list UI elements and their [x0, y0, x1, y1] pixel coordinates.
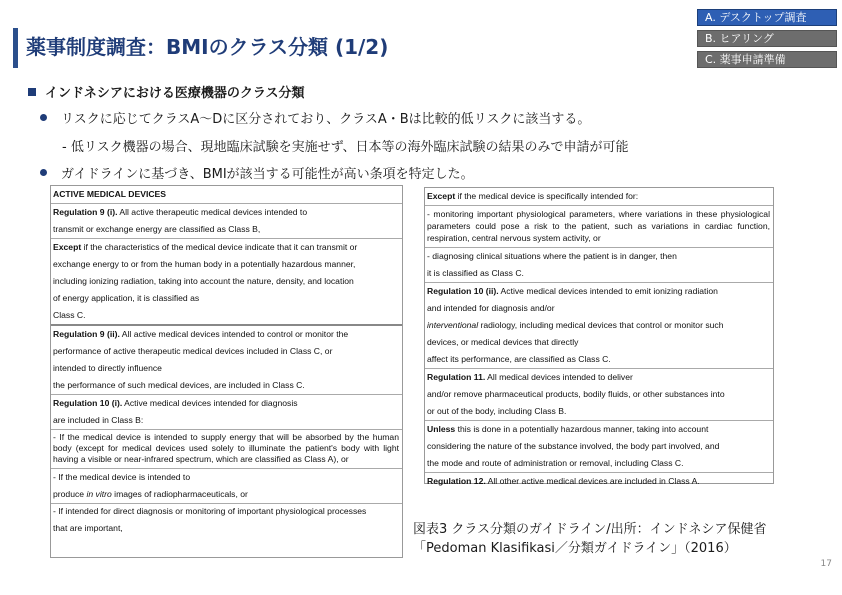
page-number: 17	[820, 559, 832, 569]
cell-text: Class C.	[53, 310, 86, 320]
cell-text: radiology, including medical devices that control or monitor such	[478, 320, 724, 330]
caption-line-2: 「Pedoman Klasifikasi／分類ガイドライン」（2016）	[413, 541, 737, 556]
table-cell	[425, 368, 773, 420]
table-cell	[51, 429, 402, 468]
figure-caption	[413, 520, 766, 558]
cell-text: that are important,	[53, 523, 123, 533]
regulation-table-left	[50, 185, 403, 558]
cell-text: of energy application, it is classified as	[53, 293, 200, 303]
bullet-risk-classes-text: リスクに応じてクラスA～Dに区分されており、クラスA・Bは比較的低リスクに該当する。	[61, 112, 591, 127]
regulation-label: Regulation 9 (i).	[53, 207, 118, 217]
regulation-label: Regulation 10 (ii).	[427, 286, 499, 296]
regulation-label: Unless	[427, 424, 456, 434]
section-heading	[28, 82, 304, 101]
cell-text: transmit or exchange energy are classified as Class B,	[53, 224, 261, 234]
regulation-label: Regulation 11.	[427, 372, 486, 382]
cell-text: affect its performance, are classified as Class C.	[427, 354, 611, 364]
table-cell	[51, 203, 402, 238]
tab-desktop-research[interactable]: A. デスクトップ調査	[697, 9, 837, 26]
bullet-guideline	[40, 163, 474, 182]
regulation-label: Except	[427, 191, 456, 201]
cell-text: this is done in a potentially hazardous manner, taking into account	[455, 424, 709, 434]
table-cell	[51, 186, 402, 203]
table-cell	[51, 324, 402, 394]
regulation-label: Regulation 9 (ii).	[53, 329, 120, 339]
cell-text: are included in Class B:	[53, 415, 144, 425]
title-accent-bar	[13, 28, 18, 68]
cell-text: - If the medical device is intended to supply energy that will be absorbed by the human body (except for medical devices used solely to illuminate the patient's body with light having a visible or near-infrared spectrum, which are classified as Class A), or	[53, 432, 399, 464]
cell-text: considering the nature of the substance involved, the body part involved, and	[427, 441, 720, 451]
cell-text: or out of the body, including Class B.	[427, 406, 567, 416]
table-cell	[51, 394, 402, 429]
table-cell	[425, 472, 773, 490]
regulation-label: Except	[53, 242, 82, 252]
table-header: ACTIVE MEDICAL DEVICES	[53, 189, 167, 199]
bullet-guideline-text: ガイドラインに基づき、BMIが該当する可能性が高い条項を特定した。	[61, 167, 474, 182]
table-cell	[425, 420, 773, 472]
cell-text: images of radiopharmaceuticals, or	[111, 489, 248, 499]
cell-text: devices, or medical devices that directly	[427, 337, 579, 347]
section-heading-text: インドネシアにおける医療機器のクラス分類	[45, 86, 305, 101]
cell-text: the mode and route of administration or removal, including Class C.	[427, 458, 684, 468]
regulation-table-right	[424, 187, 774, 484]
table-cell	[425, 282, 773, 368]
cell-text: All medical devices intended to deliver	[485, 372, 633, 382]
section-tabs	[697, 9, 837, 72]
cell-text-italic: in vitro	[86, 489, 112, 499]
cell-text: and/or remove pharmaceutical products, bodily fluids, or other substances into	[427, 389, 725, 399]
table-cell	[425, 247, 773, 282]
cell-text: exchange energy to or from the human body in a potentially hazardous manner,	[53, 259, 356, 269]
cell-text: All active medical devices intended to control or monitor the	[119, 329, 349, 339]
cell-text: intended to directly influence	[53, 363, 162, 373]
table-cell	[51, 468, 402, 503]
cell-text: the performance of such medical devices, are included in Class C.	[53, 380, 305, 390]
cell-text: Active medical devices intended to emit ionizing radiation	[498, 286, 718, 296]
dot-bullet-icon	[40, 169, 47, 176]
bullet-risk-classes	[40, 108, 590, 127]
regulation-label: Regulation 10 (i).	[53, 398, 123, 408]
tab-regulatory-preparation[interactable]: C. 薬事申請準備	[697, 51, 837, 68]
page-title: 薬事制度調査：BMIのクラス分類 (1/2)	[26, 35, 389, 59]
sub-bullet-low-risk: - 低リスク機器の場合、現地臨床試験を実施せず、日本等の海外臨床試験の結果のみで申請が可能	[62, 140, 629, 155]
cell-text: performance of active therapeutic medical devices included in Class C, or	[53, 346, 333, 356]
cell-text: it is classified as Class C.	[427, 268, 524, 278]
cell-text: produce	[53, 489, 87, 499]
cell-text: Active medical devices intended for diagnosis	[122, 398, 298, 408]
square-bullet-icon	[28, 88, 36, 96]
cell-text: - If intended for direct diagnosis or monitoring of important physiological processes	[53, 506, 367, 516]
cell-text: and intended for diagnosis and/or	[427, 303, 555, 313]
cell-text: All active therapeutic medical devices intended to	[117, 207, 308, 217]
dot-bullet-icon	[40, 114, 47, 121]
cell-text: if the medical device is specifically intended for:	[455, 191, 639, 201]
cell-text: - monitoring important physiological parameters, where variations in these physiological parameters could pose a risk to the patient, such as variations in cardiac function, respiration, central nervous system activity, or	[427, 209, 770, 243]
cell-text: including ionizing radiation, taking into account the nature, density, and location	[53, 276, 354, 286]
tab-hearing[interactable]: B. ヒアリング	[697, 30, 837, 47]
cell-text: - If the medical device is intended to	[53, 472, 191, 482]
caption-line-1: 図表3 クラス分類のガイドライン/出所：インドネシア保健省	[413, 522, 767, 537]
cell-text: - diagnosing clinical situations where the patient is in danger, then	[427, 251, 677, 261]
table-cell	[51, 503, 402, 537]
cell-text: All other active medical devices are included in Class A.	[485, 476, 700, 486]
cell-text: if the characteristics of the medical device indicate that it can transmit or	[81, 242, 358, 252]
cell-text-italic: interventional	[427, 320, 479, 330]
table-cell	[51, 238, 402, 324]
regulation-label: Regulation 12.	[427, 476, 486, 486]
table-cell	[425, 205, 773, 247]
table-cell	[425, 188, 773, 205]
